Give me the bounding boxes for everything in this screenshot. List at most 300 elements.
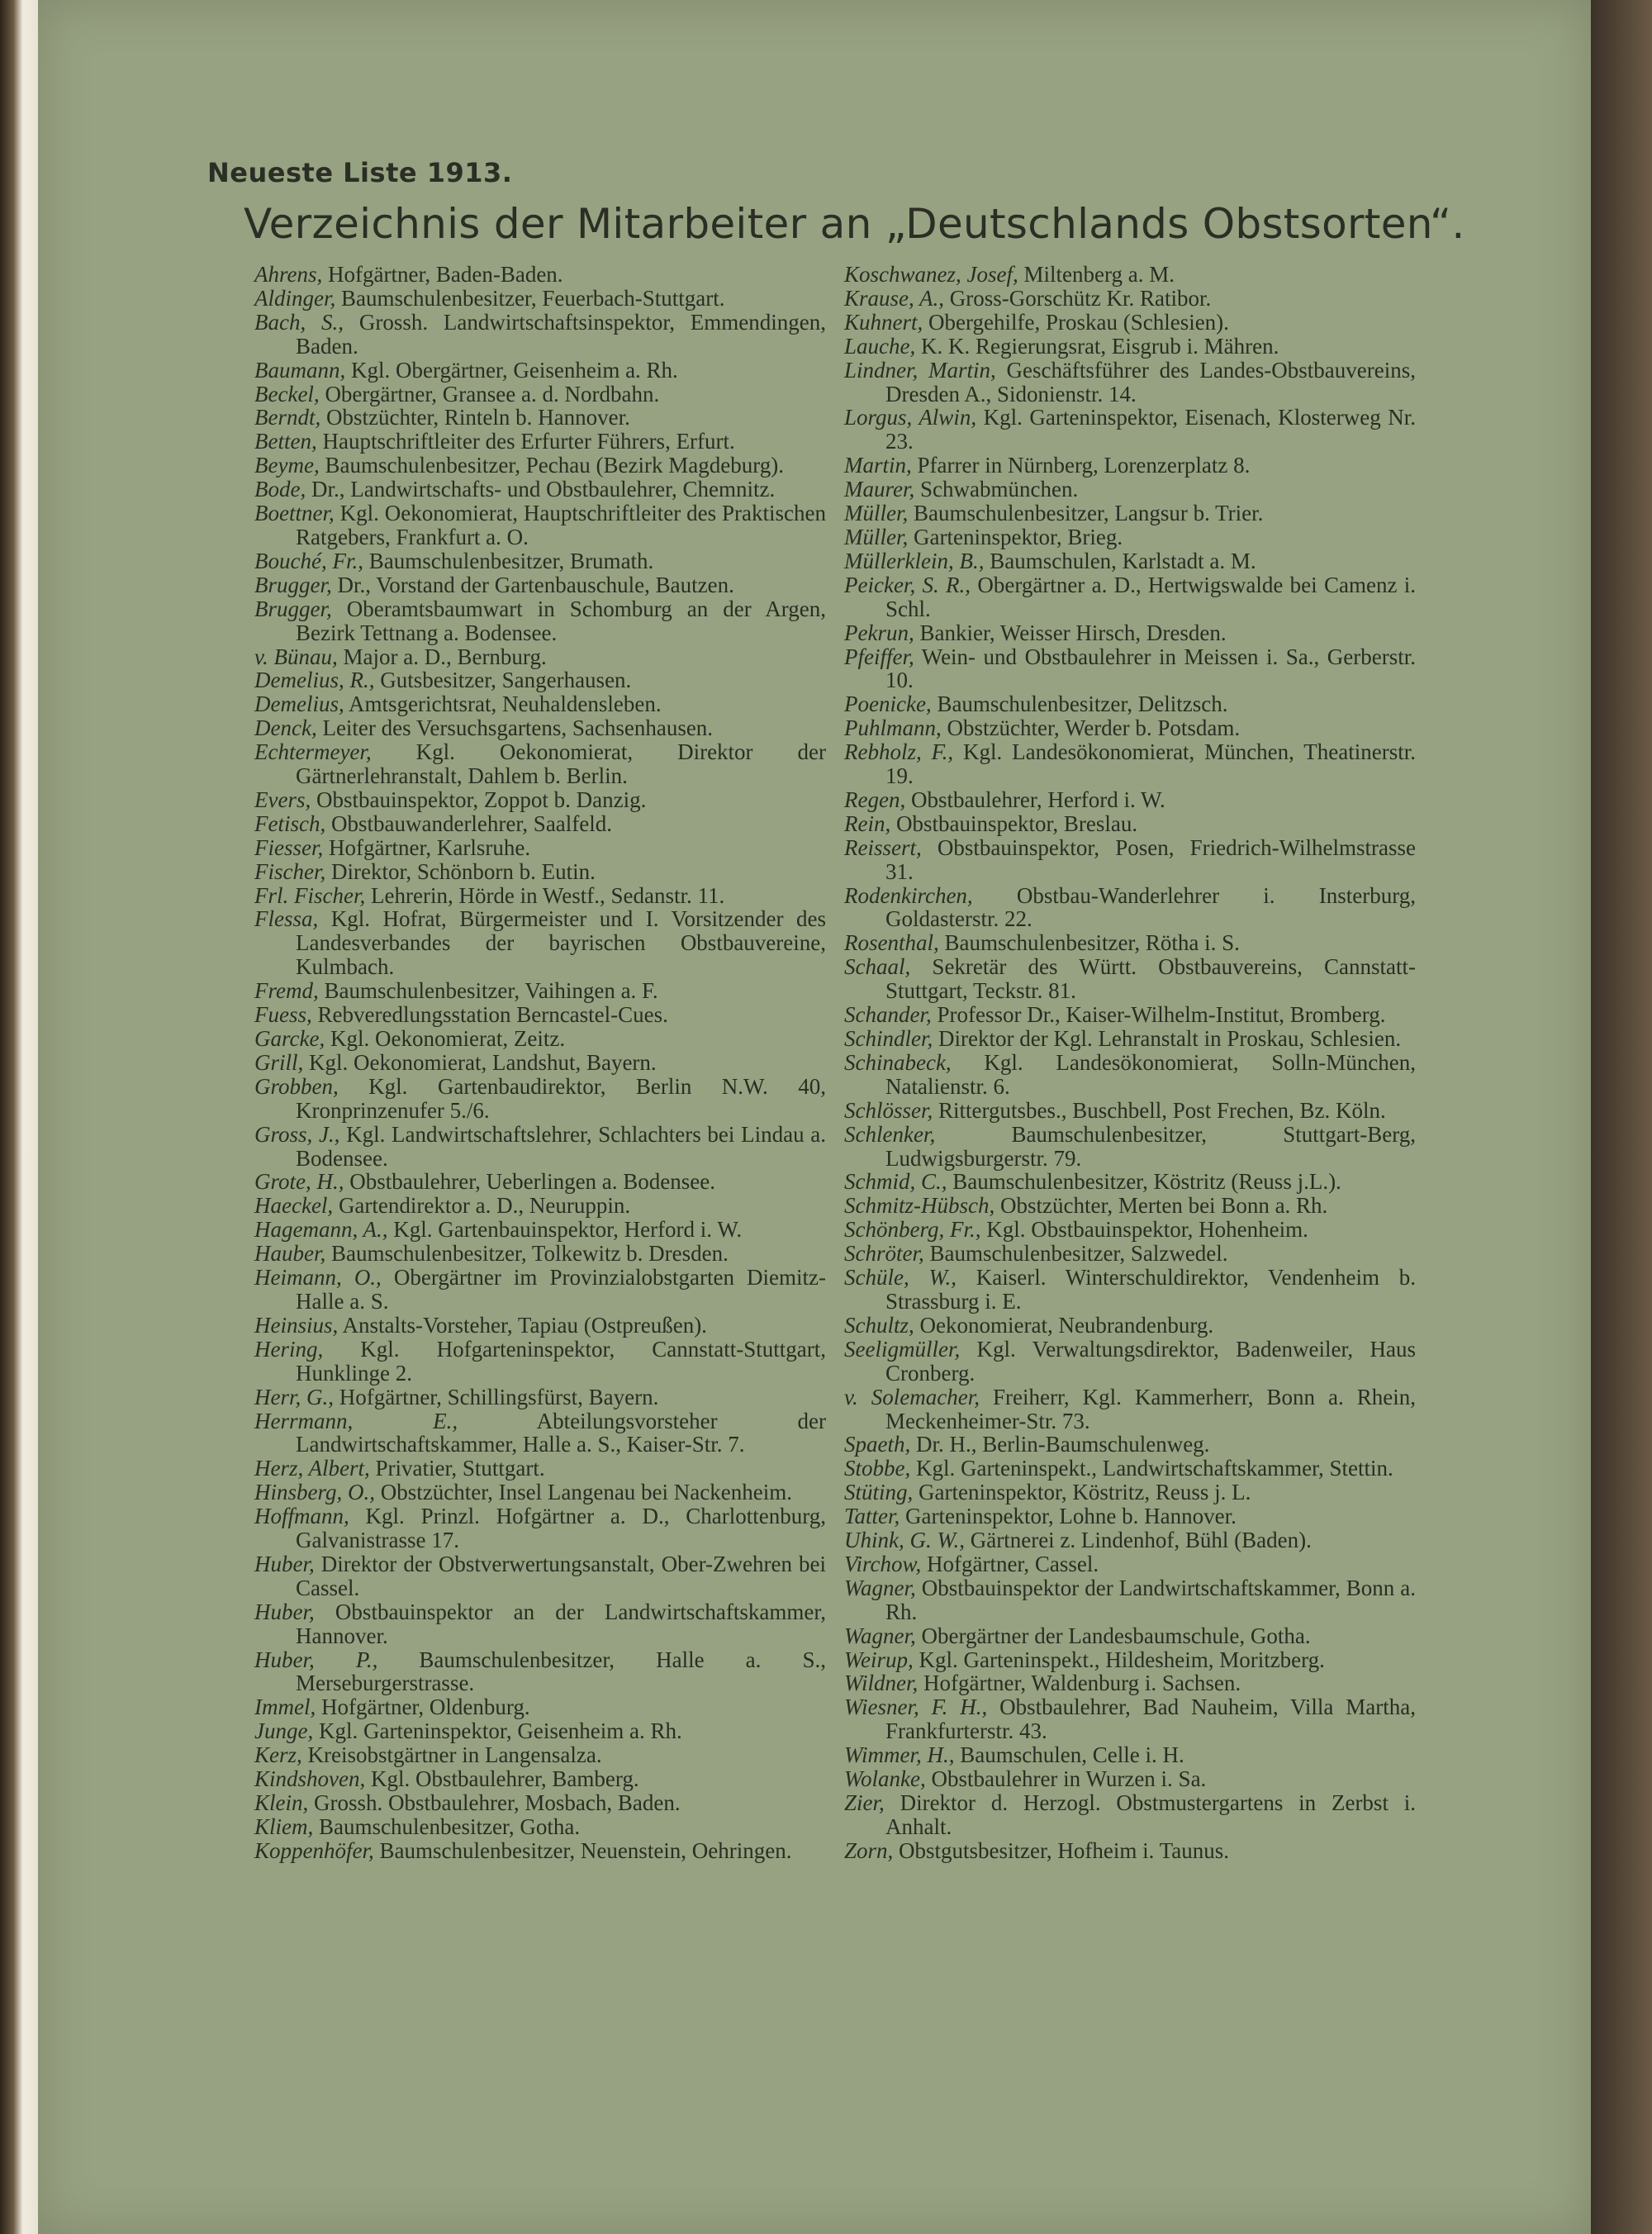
list-entry [844,740,1416,788]
entry-name: Fremd, [254,978,319,1004]
entry-text: Direktor d. Herzogl. Obstmustergartens in Zerbst i. Anhalt. [884,1790,1416,1839]
entry-name: Beckel, [254,381,320,406]
entry-name: Müller, [844,524,909,549]
list-entry [254,836,826,860]
entry-text: Direktor der Kgl. Lehranstalt in Proskau, Schlesien. [933,1026,1402,1051]
list-entry [254,1648,826,1696]
list-entry [844,1123,1416,1171]
list-entry [844,359,1416,406]
list-entry [844,1839,1416,1863]
entry-text: Kaiserl. Winterschuldirektor, Vendenheim b. Strassburg i. E. [885,1265,1417,1314]
entry-text: Obstgutsbesitzer, Hofheim i. Taunus. [893,1837,1230,1863]
entry-name: Boettner, [254,501,335,526]
entry-text: Obstbauwanderlehrer, Saalfeld. [325,810,613,836]
entry-text: Hofgärtner, Oldenburg. [316,1695,530,1720]
list-entry [254,1815,826,1839]
entry-name: Flessa, [254,906,319,932]
entry-text: Garteninspektor, Lohne b. Hannover. [900,1504,1237,1529]
entry-name: Fuess, [254,1002,312,1028]
entry-name: Bode, [254,477,306,502]
entry-name: Herrmann, E., [254,1408,458,1433]
entry-text: Dr., Landwirtschafts- und Obstbaulehrer, Chemnitz. [306,477,776,502]
entry-text: Direktor der Obstverwertungsanstalt, Ober-Zwehren bei Cassel. [296,1551,826,1600]
list-entry [844,1743,1416,1767]
entry-text: Oekonomierat, Neubrandenburg. [914,1312,1214,1338]
entry-text: Baumschulenbesitzer, Rötha i. S. [938,930,1240,956]
entry-name: Hinsberg, O., [254,1480,375,1505]
entry-text: Baumschulenbesitzer, Delitzsch. [931,692,1228,717]
entry-name: Betten, [254,429,317,454]
entry-name: Schüle, W., [844,1265,957,1290]
entry-name: Evers, [254,787,311,812]
entry-text: Gutsbesitzer, Sangerhausen. [374,668,632,693]
list-entry [254,907,826,979]
list-entry [844,955,1416,1003]
entry-name: Fiesser, [254,834,324,860]
entry-name: Demelius, R., [254,668,375,693]
entry-name: Zorn, [844,1837,894,1863]
entry-text: Kgl. Oekonomierat, Zeitz. [325,1026,566,1051]
entry-text: Kgl. Garteninspekt., Hildesheim, Moritzberg. [913,1647,1325,1672]
entry-name: Schmitz-Hübsch, [844,1193,995,1219]
entry-name: Lauche, [844,333,916,359]
list-entry [254,311,826,359]
list-entry [254,406,826,430]
list-entry [844,1767,1416,1791]
entry-name: Schultz, [844,1312,914,1338]
list-entry [844,1624,1416,1648]
entry-name: Gross, J., [254,1121,340,1147]
list-entry [254,979,826,1003]
list-entry [254,478,826,501]
entry-name: Tatter, [844,1504,900,1529]
list-entry [254,573,826,597]
entry-text: Kgl. Verwaltungsdirektor, Badenweiler, Haus Cronberg. [885,1336,1416,1386]
entry-text: Gartendirektor a. D., Neuruppin. [333,1193,631,1219]
entry-text: Baumschulenbesitzer, Halle a. S., Merseburgerstrasse. [296,1647,826,1696]
list-entry [844,1099,1416,1123]
entry-text: Baumschulenbesitzer, Feuerbach-Stuttgart. [335,285,725,311]
list-entry [254,1839,826,1863]
entry-text: Kgl. Garteninspektor, Geisenheim a. Rh. [313,1718,682,1744]
left-column [254,263,826,1863]
entry-text: Baumschulenbesitzer, Vaihingen a. F. [318,978,658,1004]
entry-text: Kgl. Landwirtschaftslehrer, Schlachters bei Lindau a. Bodensee. [296,1121,826,1171]
entry-name: Ahrens, [254,262,323,287]
list-entry [254,1409,826,1457]
list-entry [844,1194,1416,1218]
list-entry [844,501,1416,525]
entry-name: Spaeth, [844,1432,911,1457]
list-entry [844,263,1416,287]
entry-text: Kgl. Obergärtner, Geisenheim a. Rh. [345,357,678,383]
list-entry [844,812,1416,836]
entry-text: Baumschulen, Karlstadt a. M. [984,548,1256,573]
entry-text: Hofgärtner, Cassel. [921,1551,1099,1576]
list-entry [254,1743,826,1767]
entry-name: Herr, G., [254,1384,335,1409]
entry-name: Kindshoven, [254,1766,366,1792]
entry-name: Frl. Fischer, [254,882,366,908]
list-entry [844,1648,1416,1672]
entry-name: Martin, [844,453,912,478]
entry-text: Wein- und Obstbaulehrer in Meissen i. Sa., Gerberstr. 10. [885,644,1416,693]
entry-name: Huber, [254,1551,315,1576]
entry-name: Denck, [254,715,317,741]
entry-text: Obstbaulehrer, Bad Nauheim, Villa Martha, Frankfurterstr. 43. [885,1695,1416,1744]
entry-name: Pfeiffer, [844,644,914,669]
entry-text: Baumschulenbesitzer, Stuttgart-Berg, Ludwigsburgerstr. 79. [885,1121,1416,1171]
list-entry [254,668,826,692]
list-entry [844,1266,1416,1314]
entry-text: Kgl. Oekonomierat, Direktor der Gärtnerlehranstalt, Dahlem b. Berlin. [296,739,826,789]
entry-name: Wimmer, H., [844,1742,955,1768]
entry-text: Dr., Vorstand der Gartenbauschule, Bautzen. [331,572,734,597]
entry-text: Kgl. Hofrat, Bürgermeister und I. Vorsitzender des Landesverbandes der bayrischen Obstbauvereine, Kulmbach. [296,906,826,980]
list-entry [844,1242,1416,1266]
entry-name: Fetisch, [254,810,326,836]
list-entry [254,1338,826,1386]
entry-text: Baumschulen, Celle i. H. [954,1742,1184,1768]
entry-name: Rebholz, F., [844,739,954,765]
list-entry [254,884,826,908]
entry-text: Kgl. Oekonomierat, Hauptschriftleiter des Praktischen Ratgebers, Frankfurt a. O. [296,501,826,549]
list-entry [844,1170,1416,1194]
entry-text: Kgl. Gartenbauinspektor, Herford i. W. [387,1217,743,1243]
entry-text: Schwabmünchen. [914,477,1079,502]
list-entry [844,1003,1416,1027]
entry-text: Obergärtner im Provinzialobstgarten Diemitz-Halle a. S. [296,1265,826,1314]
entry-name: Reissert, [844,834,922,860]
entry-name: Bach, S., [254,309,344,335]
entry-text: Grossh. Landwirtschaftsinspektor, Emmendingen, Baden. [296,309,826,359]
entry-text: Obstzüchter, Merten bei Bonn a. Rh. [995,1193,1328,1219]
list-entry [254,1552,826,1600]
entry-name: Maurer, [844,477,915,502]
entry-name: Kliem, [254,1813,314,1839]
entry-name: Wolanke, [844,1766,926,1792]
entry-name: Schönberg, Fr., [844,1217,981,1243]
entry-text: Direktor, Schönborn b. Eutin. [325,858,596,884]
entry-text: Dr. H., Berlin-Baumschulenweg. [910,1432,1210,1457]
entry-text: Garteninspektor, Köstritz, Reuss j. L. [913,1480,1251,1505]
entry-name: Rein, [844,810,891,836]
entry-name: Seeligmüller, [844,1336,961,1362]
right-column [844,263,1416,1863]
entry-name: v. Solemacher, [844,1384,980,1409]
entry-text: Obstbauinspektor, Zoppot b. Danzig. [311,787,647,812]
entry-name: Huber, P., [254,1647,378,1672]
list-entry [254,860,826,884]
list-entry [254,1386,826,1409]
list-entry [844,645,1416,693]
entry-name: Weirup, [844,1647,914,1672]
entry-text: Bankier, Weisser Hirsch, Dresden. [914,620,1227,645]
list-entry [254,287,826,311]
list-entry [844,1386,1416,1433]
entry-name: Schindler, [844,1026,933,1051]
background-edge [1591,0,1652,2234]
entry-text: Privatier, Stuttgart. [369,1456,545,1481]
entry-name: Heinsius, [254,1312,339,1338]
entry-text: Obstbau-Wanderlehrer i. Insterburg, Goldasterstr. 22. [885,882,1416,932]
list-entry [254,645,826,669]
list-entry [844,884,1416,932]
list-entry [844,1695,1416,1743]
entry-name: Echtermeyer, [254,739,372,765]
entry-name: Müllerklein, B., [844,548,985,573]
list-entry [254,1600,826,1648]
entry-name: Schröter, [844,1241,924,1267]
entry-text: Leiter des Versuchsgartens, Sachsenhausen. [316,715,714,741]
entry-text: Kgl. Landesökonomierat, Solln-München, Natalienstr. 6. [885,1049,1416,1099]
entry-text: Rittergutsbes., Buschbell, Post Frechen, Bz. Köln. [933,1097,1386,1123]
entry-text: Kgl. Hofgarteninspektor, Cannstatt-Stuttgart, Hunklinge 2. [296,1336,826,1386]
list-entry [254,1218,826,1242]
entry-text: Kreisobstgärtner in Langensalza. [301,1742,602,1768]
entry-text: Baumschulenbesitzer, Brumath. [363,548,654,573]
entry-name: Aldinger, [254,285,336,311]
entry-name: Müller, [844,501,909,526]
entry-text: Sekretär des Württ. Obstbauvereins, Cannstatt-Stuttgart, Teckstr. 81. [885,954,1416,1004]
entry-name: Demelius, [254,692,344,717]
entry-text: Freiherr, Kgl. Kammerherr, Bonn a. Rhein, Meckenheimer-Str. 73. [885,1384,1416,1433]
entry-name: Brugger, [254,596,332,621]
entry-name: Grill, [254,1049,304,1075]
entry-text: Kgl. Garteninspekt., Landwirtschaftskammer, Stettin. [910,1456,1393,1481]
list-entry [844,335,1416,359]
entry-name: Immel, [254,1695,316,1720]
entry-name: Rodenkirchen, [844,882,973,908]
entry-name: Klein, [254,1790,309,1815]
list-entry [254,1194,826,1218]
entry-text: Obstzüchter, Rinteln b. Hannover. [320,405,630,430]
list-entry [844,1051,1416,1099]
list-entry [254,1504,826,1552]
list-label: Neueste Liste 1913. [207,157,513,188]
list-entry [844,549,1416,573]
list-entry [254,383,826,406]
entry-name: Schaal, [844,954,911,980]
list-entry [844,454,1416,478]
entry-text: Hofgärtner, Waldenburg i. Sachsen. [918,1671,1241,1696]
list-entry [844,1552,1416,1576]
list-entry [844,1314,1416,1338]
entry-text: Abteilungsvorsteher der Landwirtschaftskammer, Halle a. S., Kaiser-Str. 7. [296,1408,826,1457]
entry-text: Professor Dr., Kaiser-Wilhelm-Institut, Bromberg. [931,1002,1386,1028]
list-entry [844,1504,1416,1528]
entry-name: Grobben, [254,1073,339,1099]
list-entry [254,549,826,573]
list-entry [844,406,1416,454]
entry-text: Grossh. Obstbaulehrer, Mosbach, Baden. [308,1790,681,1815]
entry-name: Zier, [844,1790,885,1815]
entry-name: Peicker, S. R., [844,572,971,597]
entry-name: Garcke, [254,1026,325,1051]
entry-name: Hagemann, A., [254,1217,388,1243]
entry-text: Obergärtner der Landesbaumschule, Gotha. [915,1623,1311,1648]
list-entry [254,454,826,478]
entry-text: Hofgärtner, Baden-Baden. [322,262,563,287]
list-entry [254,1242,826,1266]
list-entry [254,1075,826,1123]
entry-text: Baumschulenbesitzer, Köstritz (Reuss j.L.). [947,1169,1341,1195]
list-entry [844,1791,1416,1839]
list-entry [844,311,1416,335]
entry-name: Fischer, [254,858,326,884]
entry-text: Baumschulenbesitzer, Tolkewitz b. Dresden. [325,1241,729,1267]
entry-text: Miltenberg a. M. [1018,262,1175,287]
entry-text: Obstbaulehrer, Ueberlingen a. Bodensee. [344,1169,716,1195]
entry-text: Geschäftsführer des Landes-Obstbauvereins, Dresden A., Sidonienstr. 14. [885,357,1416,406]
entry-name: Puhlmann, [844,715,942,741]
list-entry [254,1266,826,1314]
list-entry [844,788,1416,812]
list-entry [254,1695,826,1719]
list-entry [254,1719,826,1743]
entry-name: Junge, [254,1718,314,1744]
entry-text: Obstbauinspektor der Landwirtschaftskammer, Bonn a. Rh. [885,1575,1416,1624]
list-entry [844,1576,1416,1624]
entry-text: Major a. D., Bernburg. [337,644,547,669]
entry-name: Rosenthal, [844,930,939,956]
list-entry [844,1027,1416,1051]
entry-name: Hering, [254,1336,324,1362]
entry-name: Stobbe, [844,1456,911,1481]
entry-name: Koschwanez, Josef, [844,262,1018,287]
list-entry [844,1528,1416,1552]
entry-text: Anstalts-Vorsteher, Tapiau (Ostpreußen). [338,1312,707,1338]
entry-name: Pekrun, [844,620,914,645]
entry-text: Hofgärtner, Karlsruhe. [323,834,531,860]
entry-name: Schmid, C., [844,1169,947,1195]
list-entry [254,692,826,716]
entry-name: Uhink, G. W., [844,1528,965,1553]
entry-name: Herz, Albert, [254,1456,370,1481]
list-entry [254,1027,826,1051]
entry-text: Obergärtner, Gransee a. d. Nordbahn. [319,381,660,406]
list-entry [254,597,826,645]
entry-name: Berndt, [254,405,321,430]
list-entry [844,1671,1416,1695]
list-entry [254,359,826,383]
list-entry [844,287,1416,311]
binding-edge [0,0,38,2234]
entry-text: Obstbaulehrer, Herford i. W. [905,787,1165,812]
entry-text: Baumschulenbesitzer, Salzwedel. [923,1241,1228,1267]
list-entry [844,1433,1416,1457]
entry-text: Obstbauinspektor an der Landwirtschaftskammer, Hannover. [296,1599,826,1648]
list-entry [844,478,1416,501]
entry-text: Kgl. Landesökonomierat, München, Theatinerstr. 19. [885,739,1416,789]
entry-text: Kgl. Obstbaulehrer, Bamberg. [365,1766,639,1792]
list-entry [844,1457,1416,1481]
entry-name: Kerz, [254,1742,302,1768]
list-entry [844,716,1416,740]
entry-text: Garteninspektor, Brieg. [908,524,1123,549]
entry-text: Obstzüchter, Werder b. Potsdam. [941,715,1241,741]
list-entry [844,1338,1416,1386]
list-entry [254,1481,826,1504]
entry-name: Grote, H., [254,1169,344,1195]
entry-text: Obergärtner a. D., Hertwigswalde bei Camenz i. Schl. [885,572,1416,621]
entry-text: Obstbauinspektor, Breslau. [890,810,1138,836]
entry-name: Wagner, [844,1623,916,1648]
list-entry [254,812,826,836]
entry-name: Hauber, [254,1241,326,1267]
entry-text: Baumschulenbesitzer, Langsur b. Trier. [908,501,1264,526]
entry-name: Wildner, [844,1671,919,1696]
entry-text: Hofgärtner, Schillingsfürst, Bayern. [334,1384,659,1409]
entry-text: Gärtnerei z. Lindenhof, Bühl (Baden). [965,1528,1312,1553]
entry-name: Schlösser, [844,1097,933,1123]
entry-name: Krause, A., [844,285,945,311]
entry-name: Schinabeck, [844,1049,952,1075]
entry-text: Baumschulenbesitzer, Pechau (Bezirk Magdeburg). [319,453,784,478]
entry-text: Kgl. Obstbauinspektor, Hohenheim. [980,1217,1308,1243]
entry-text: Baumschulenbesitzer, Neuenstein, Oehringen. [373,1837,792,1863]
list-entry [254,1123,826,1171]
entry-name: Wiesner, F. H., [844,1695,988,1720]
entry-name: Bouché, Fr., [254,548,363,573]
entry-name: Beyme, [254,453,320,478]
list-entry [254,740,826,788]
list-entry [844,692,1416,716]
entry-text: Lehrerin, Hörde in Westf., Sedanstr. 11. [365,882,725,908]
entry-text: Obstbaulehrer in Wurzen i. Sa. [925,1766,1207,1792]
entry-text: Amtsgerichtsrat, Neuhaldensleben. [344,692,662,717]
entry-text: Gross-Gorschütz Kr. Ratibor. [944,285,1212,311]
entry-text: Hauptschriftleiter des Erfurter Führers, Erfurt. [316,429,735,454]
list-entry [254,501,826,549]
entry-name: Poenicke, [844,692,932,717]
list-entry [844,1218,1416,1242]
entry-text: Obergehilfe, Proskau (Schlesien). [923,309,1229,335]
list-entry [844,621,1416,645]
entry-text: K. K. Regierungsrat, Eisgrub i. Mähren. [915,333,1279,359]
list-entry [844,836,1416,884]
entry-name: Hoffmann, [254,1504,349,1529]
entry-name: Schlenker, [844,1121,936,1147]
list-entry [254,263,826,287]
entry-name: Wagner, [844,1575,916,1600]
entry-text: Rebveredlungsstation Berncastel-Cues. [311,1002,668,1028]
entry-text: Kgl. Gartenbaudirektor, Berlin N.W. 40, Kronprinzenufer 5./6. [296,1073,826,1123]
entry-name: Schander, [844,1002,932,1028]
entry-name: Lindner, Martin, [844,357,996,383]
entry-text: Kgl. Oekonomierat, Landshut, Bayern. [303,1049,657,1075]
entry-name: Virchow, [844,1551,922,1576]
list-entry [254,1457,826,1481]
entry-name: Haeckel, [254,1193,334,1219]
list-entry [844,573,1416,621]
page-title: Verzeichnis der Mitarbeiter an „Deutschlands Obstsorten“. [244,200,1465,248]
list-entry [254,1791,826,1815]
entry-name: v. Bünau, [254,644,338,669]
entry-text: Baumschulenbesitzer, Gotha. [313,1813,581,1839]
entry-text: Oberamtsbaumwart in Schomburg an der Argen, Bezirk Tettnang a. Bodensee. [296,596,826,645]
list-entry [844,525,1416,549]
list-entry [254,716,826,740]
entry-text: Kgl. Prinzl. Hofgärtner a. D., Charlottenburg, Galvanistrasse 17. [296,1504,826,1553]
entry-name: Huber, [254,1599,315,1624]
entry-text: Obstzüchter, Insel Langenau bei Nackenheim. [375,1480,792,1505]
entry-name: Lorgus, Alwin, [844,405,977,430]
entry-name: Heimann, O., [254,1265,382,1290]
list-entry [844,1481,1416,1504]
list-entry [254,1051,826,1075]
entry-text: Obstbauinspektor, Posen, Friedrich-Wilhelmstrasse 31. [885,834,1416,884]
